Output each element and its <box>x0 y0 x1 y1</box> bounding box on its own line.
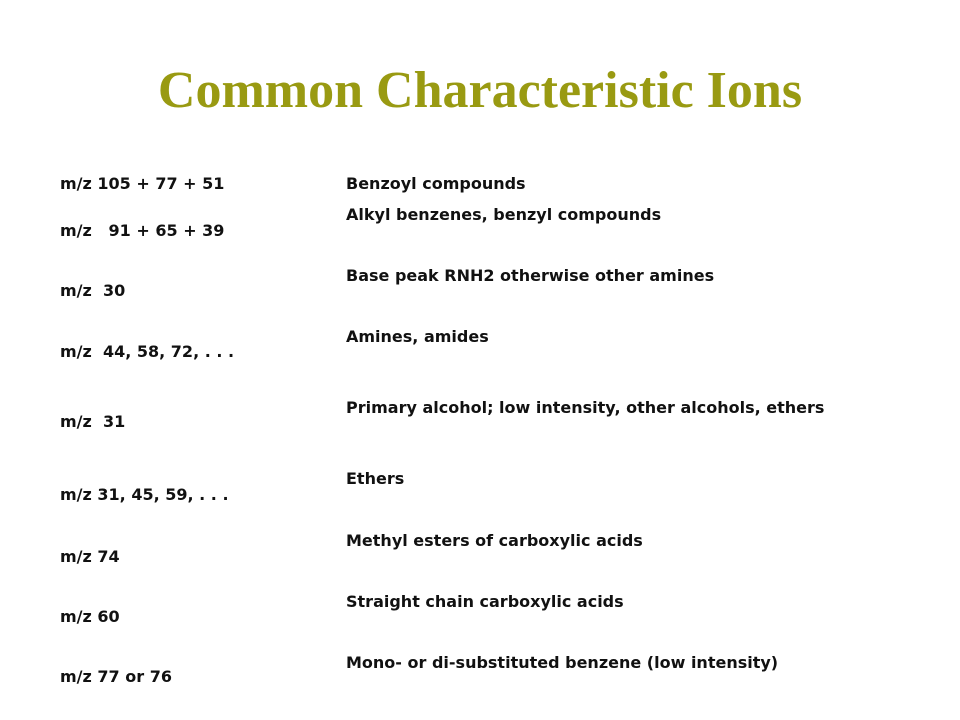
ion-description: Alkyl benzenes, benzyl compounds <box>346 205 662 224</box>
ion-description: Ethers <box>346 469 405 488</box>
ion-description: Straight chain carboxylic acids <box>346 592 624 611</box>
ion-label: m/z 60 <box>60 607 120 626</box>
ion-label: m/z 31 <box>60 412 126 431</box>
ion-description: Amines, amides <box>346 327 489 346</box>
ion-label: m/z 91 + 65 + 39 <box>60 221 225 240</box>
ion-label: m/z 105 + 77 + 51 <box>60 174 225 193</box>
slide-title: Common Characteristic Ions <box>157 62 803 119</box>
ion-label: m/z 30 <box>60 281 126 300</box>
ion-label: m/z 74 <box>60 547 120 566</box>
ion-label: m/z 31, 45, 59, . . . <box>60 485 229 504</box>
ion-description: Primary alcohol; low intensity, other alcohols, ethers <box>346 398 825 417</box>
ion-label: m/z 77 or 76 <box>60 667 172 686</box>
ion-label: m/z 44, 58, 72, . . . <box>60 342 235 361</box>
ion-description: Base peak RNH2 otherwise other amines <box>346 266 715 285</box>
ion-description: Benzoyl compounds <box>346 174 526 193</box>
ion-description: Mono- or di-substituted benzene (low intensity) <box>346 653 779 672</box>
ion-description: Methyl esters of carboxylic acids <box>346 531 643 550</box>
